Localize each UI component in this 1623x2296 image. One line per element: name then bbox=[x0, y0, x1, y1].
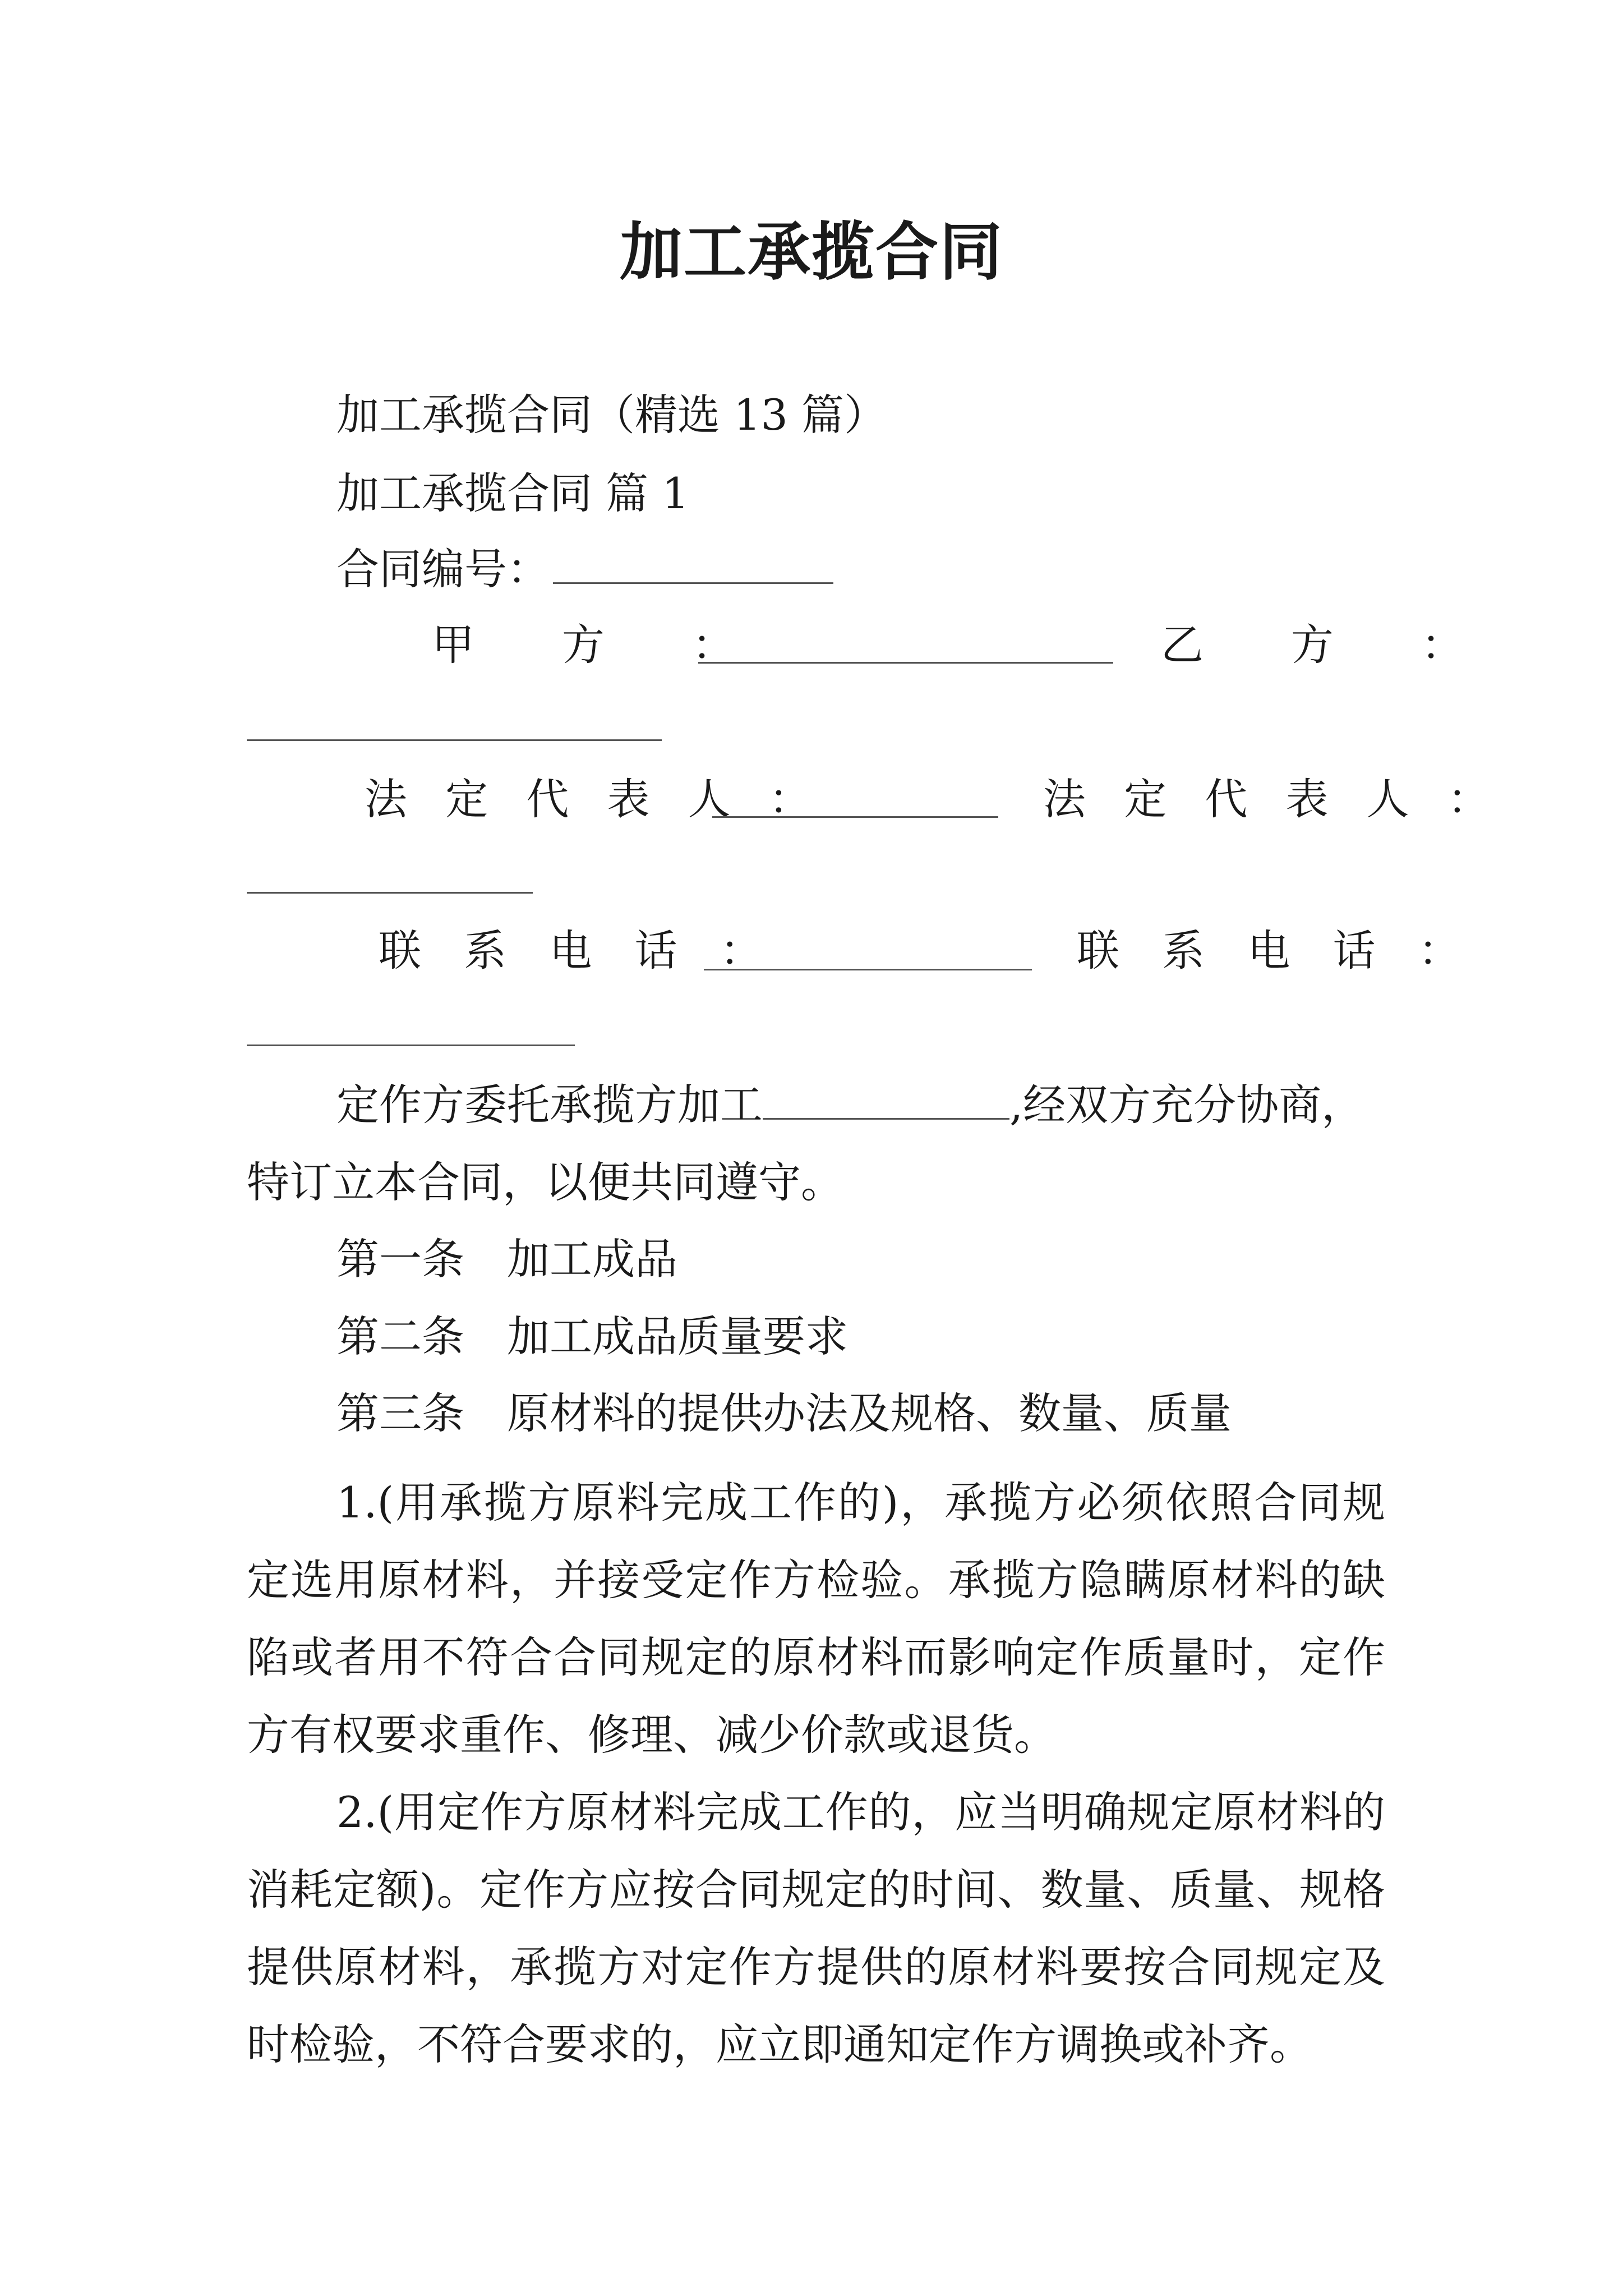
clause-2: 2.(用定作方原材料完成工作的，应当明确规定原材料的消耗定额)。定作方应按合同规定的时间、数量、质量、规格提供原材料，承揽方对定作方提供的原材料要按合同规定及时检验，不符合要求的，应立即通知定作方调换或补齐。 bbox=[247, 1787, 1385, 2069]
intro-line-1 bbox=[336, 1077, 1364, 1133]
rep-b-blank[interactable] bbox=[247, 892, 533, 894]
article-1: 第一条 加工成品 bbox=[336, 1234, 677, 1284]
rep-a-label: 法 定 代 表 人 ： bbox=[365, 774, 824, 824]
document-title: 加工承揽合同 bbox=[620, 215, 1003, 289]
intro-text-1: 定作方委托承揽方加工 bbox=[336, 1080, 763, 1130]
phone-a-blank[interactable] bbox=[704, 969, 1032, 970]
article-2: 第二条 加工成品质量要求 bbox=[336, 1312, 848, 1361]
contract-number-row bbox=[336, 541, 837, 597]
party-b-label: 乙 方 ： bbox=[1161, 620, 1486, 670]
contract-number-label: 合同编号： bbox=[336, 544, 550, 594]
intro-line-2: 特订立本合同，以便共同遵守。 bbox=[247, 1157, 843, 1207]
rep-b-label: 法 定 代 表 人 ： bbox=[1043, 774, 1502, 824]
party-b-blank[interactable] bbox=[247, 739, 662, 741]
phone-b-label: 联 系 电 话 ： bbox=[1077, 926, 1476, 976]
party-a-blank[interactable] bbox=[698, 662, 1113, 664]
phone-b-blank[interactable] bbox=[247, 1045, 575, 1046]
party-a-label: 甲 方 ： bbox=[432, 620, 757, 670]
contract-number-blank[interactable] bbox=[553, 549, 833, 584]
phone-a-label: 联 系 电 话 ： bbox=[379, 926, 777, 976]
document-subtitle: 加工承揽合同（精选 13 篇） bbox=[336, 390, 887, 440]
clause-1: 1.(用承揽方原料完成工作的)，承揽方必须依照合同规定选用原材料，并接受定作方检验。承揽方隐瞒原材料的缺陷或者用不符合合同规定的原材料而影响定作质量时，定作方有权要求重作、修理、减少价款或退货。 bbox=[247, 1478, 1385, 1760]
processing-item-blank[interactable] bbox=[763, 1084, 1009, 1120]
section-heading: 加工承揽合同 篇 1 bbox=[336, 468, 689, 518]
intro-text-2: ,经双方充分协商， bbox=[1009, 1080, 1364, 1130]
article-3: 第三条 原材料的提供办法及规格、数量、质量 bbox=[336, 1388, 1232, 1438]
rep-a-blank[interactable] bbox=[712, 816, 998, 818]
